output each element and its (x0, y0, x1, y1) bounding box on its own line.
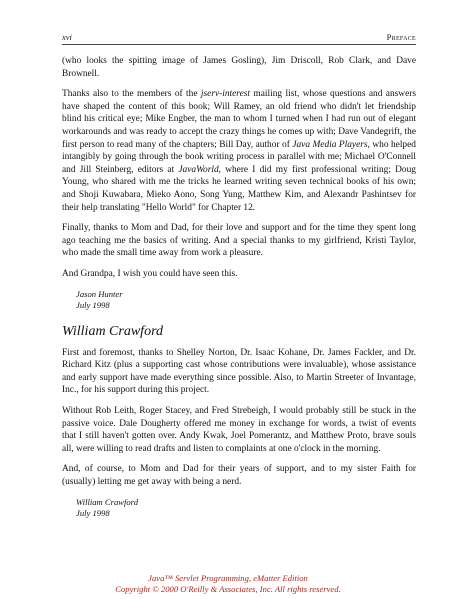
paragraph-4: And Grandpa, I wish you could have seen this. (62, 268, 238, 279)
section-title: Preface (386, 32, 416, 42)
paragraph-7: And, of course, to Mom and Dad for their years of support, and to my sister Faith for (usually) letting me get away with being a nerd. (62, 464, 416, 488)
paragraph-2-part-c: , who helped intangibly by going through the book writing process in parallel with me; Michael O'Connell and Jill Steinberg, editors at (62, 139, 416, 175)
magazine-title: JavaWorld (178, 164, 219, 175)
paragraph-2 (62, 88, 416, 214)
signature-date: July 1998 (76, 508, 110, 519)
mailing-list-name: jserv-interest (200, 89, 251, 100)
paragraph-2-part-b: mailing list, whose questions and answers have shaped the content of this book; Will Ramey, an old friend who didn't let friendship blind his critical eye; Mike Engber, the man to whom I turned when I had run out of elegant workarounds and was ready to accept the crazy things he comes up with; Dave Vandegrift, the first person to read many of the chapters; Bill Day, author of (62, 89, 417, 150)
section-heading: William Crawford (62, 323, 164, 339)
paragraph-2-part-a: Thanks also to the members of the (62, 89, 201, 100)
paragraph-5: First and foremost, thanks to Shelley Norton, Dr. Isaac Kohane, Dr. James Fackler, and Dr. Richard Kitz (plus a supporting cast whose contributions were invaluable), whose assistance and early support have made everything since possible. Also, to Martin Streeter of Invantage, Inc., for his support during this project. (62, 347, 416, 396)
signature-name: Jason Hunter (76, 288, 123, 299)
running-header (62, 32, 416, 45)
paragraph-3: Finally, thanks to Mom and Dad, for their love and support and for the time they spent long ago teaching me the basics of writing. And a special thanks to my girlfriend, Kristi Taylor, who made the small time away from work a pleasure. (62, 223, 416, 259)
signature-date: July 1998 (76, 300, 110, 311)
paragraph-6: Without Rob Leith, Roger Stacey, and Fred Strebeigh, I would probably still be stuck in the passive voice. Dale Dougherty offered me money in exchange for words, a twist of events that I still haven't gotten over. Andy Kwak, Joel Pomerantz, and Matthew Proto, brave souls all, were willing to read drafts and listen to complaints at one o'clock in the morning. (62, 406, 416, 454)
page-footer (0, 573, 456, 595)
body-text (62, 55, 416, 531)
signature-block-1 (76, 289, 416, 312)
page-number: xvi (62, 32, 72, 42)
signature-name: William Crawford (76, 496, 138, 507)
paragraph-1: (who looks the spitting image of James Gosling), Jim Driscoll, Rob Clark, and Dave Brownell. (62, 56, 416, 79)
footer-copyright: Copyright © 2000 O'Reilly & Associates, Inc. All rights reserved. (115, 584, 341, 594)
signature-block-2 (76, 497, 416, 520)
book-title: Java Media Players (292, 139, 368, 150)
footer-book-title: Java™ Servlet Programming, eMatter Edition (148, 573, 308, 583)
paragraph-2-part-d: , where I did my first professional writing; Doug Young, who shared with me the tricks he learned writing seven technical books of his own; and Shoji Kuwabara, Mieko Aono, Song Yung, Matthew Kim, and Alexandr Pashintsev for their help translating "Hello World" for Chapter 12. (62, 164, 416, 213)
